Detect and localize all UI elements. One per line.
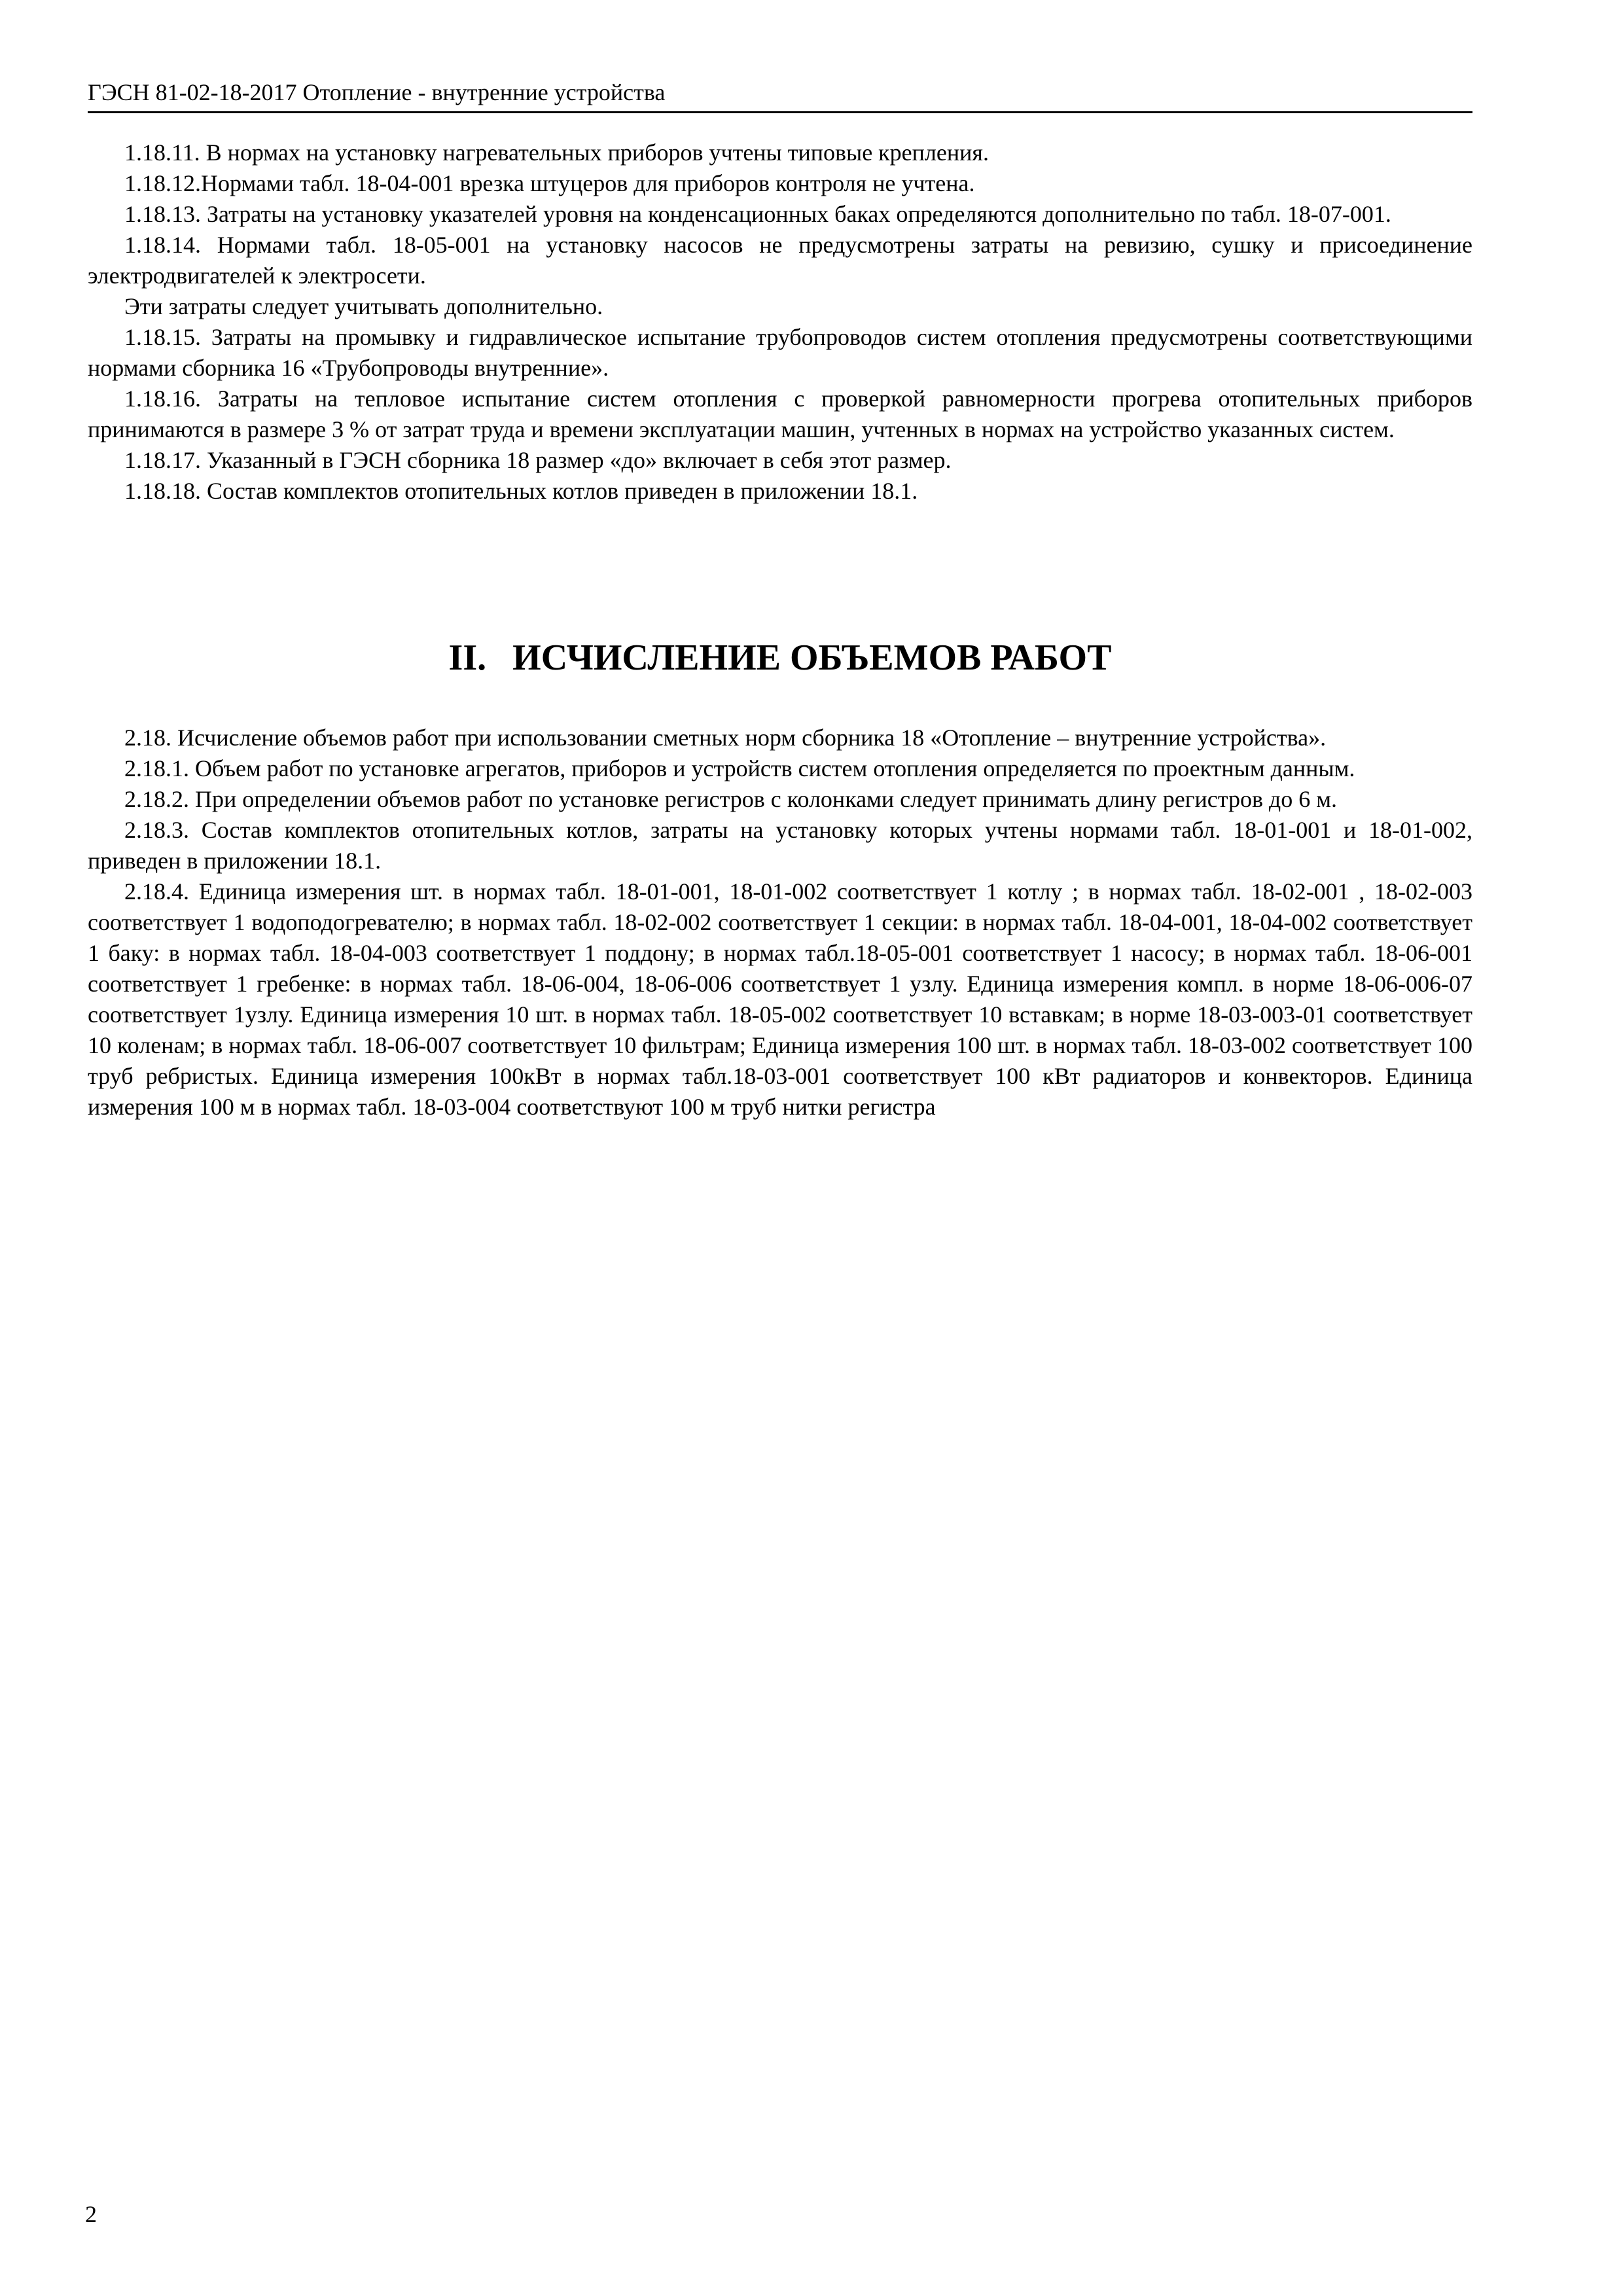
- section-title: ИСЧИСЛЕНИЕ ОБЪЕМОВ РАБОТ: [512, 637, 1112, 678]
- paragraph-note: Эти затраты следует учитывать дополнительно.: [124, 293, 603, 319]
- paragraph-2-18-2: 2.18.2. При определении объемов работ по установке регистров с колонками следует принимать длину регистров до 6 м.: [124, 786, 1338, 812]
- page-number: 2: [85, 2201, 97, 2227]
- section-2-paragraphs: [88, 723, 1472, 1122]
- paragraph-1-18-14: 1.18.14. Нормами табл. 18-05-001 на установку насосов не предусмотрены затраты на ревизию, сушку и присоединение электродвигателей к электросети.: [88, 232, 1472, 289]
- paragraph-2-18-1: 2.18.1. Объем работ по установке агрегатов, приборов и устройств систем отопления определяется по проектным данным.: [124, 755, 1355, 781]
- section-number: II.: [448, 637, 487, 678]
- paragraph-1-18-18: 1.18.18. Состав комплектов отопительных котлов приведен в приложении 18.1.: [124, 478, 918, 504]
- section-1-paragraphs: [88, 137, 1472, 507]
- section-heading: [88, 635, 1472, 681]
- paragraph-1-18-16: 1.18.16. Затраты на тепловое испытание систем отопления с проверкой равномерности прогрева отопительных приборов принимаются в размере 3 % от затрат труда и времени эксплуатации машин, учтенных в нормах на устройство указанных систем.: [88, 386, 1472, 442]
- paragraph-1-18-12: 1.18.12.Нормами табл. 18-04-001 врезка штуцеров для приборов контроля не учтена.: [124, 170, 975, 196]
- paragraph-2-18-4: 2.18.4. Единица измерения шт. в нормах табл. 18-01-001, 18-01-002 соответствует 1 котлу ; в нормах табл. 18-02-001 , 18-02-003 соответствует 1 водоподогревателю; в нормах табл. 18-02-002 соответствует 1 секции: в нормах табл. 18-04-001, 18-04-002 соответствует 1 баку: в нормах табл. 18-04-003 соответствует 1 поддону; в нормах табл.18-05-001 соответствует 1 насосу; в нормах табл. 18-06-001 соответствует 1 гребенке: в нормах табл. 18-06-004, 18-06-006 соответствует 1 узлу. Единица измерения компл. в норме 18-06-006-07 соответствует 1узлу. Единица измерения 10 шт. в нормах табл. 18-05-002 соответствует 10 вставкам; в норме 18-03-003-01 соответствует 10 коленам; в нормах табл. 18-06-007 соответствует 10 фильтрам; Единица измерения 100 шт. в нормах табл. 18-03-002 соответствует 100 труб ребристых. Единица измерения 100кВт в нормах табл.18-03-001 соответствует 100 кВт радиаторов и конвекторов. Единица измерения 100 м в нормах табл. 18-03-004 соответствуют 100 м труб нитки регистра: [88, 878, 1472, 1120]
- paragraph-2-18-3: 2.18.3. Состав комплектов отопительных котлов, затраты на установку которых учтены нормами табл. 18-01-001 и 18-01-002, приведен в приложении 18.1.: [88, 817, 1472, 874]
- header-title: ГЭСН 81-02-18-2017 Отопление - внутренние устройства: [88, 79, 666, 105]
- page-header: [88, 73, 1472, 113]
- paragraph-2-18: 2.18. Исчисление объемов работ при использовании сметных норм сборника 18 «Отопление – внутренние устройства».: [124, 725, 1327, 751]
- paragraph-1-18-11: 1.18.11. В нормах на установку нагревательных приборов учтены типовые крепления.: [124, 139, 989, 166]
- paragraph-1-18-15: 1.18.15. Затраты на промывку и гидравлическое испытание трубопроводов систем отопления предусмотрены соответствующими нормами сборника 16 «Трубопроводы внутренние».: [88, 324, 1472, 381]
- paragraph-1-18-13: 1.18.13. Затраты на установку указателей уровня на конденсационных баках определяются дополнительно по табл. 18-07-001.: [124, 201, 1391, 227]
- paragraph-1-18-17: 1.18.17. Указанный в ГЭСН сборника 18 размер «до» включает в себя этот размер.: [124, 447, 952, 473]
